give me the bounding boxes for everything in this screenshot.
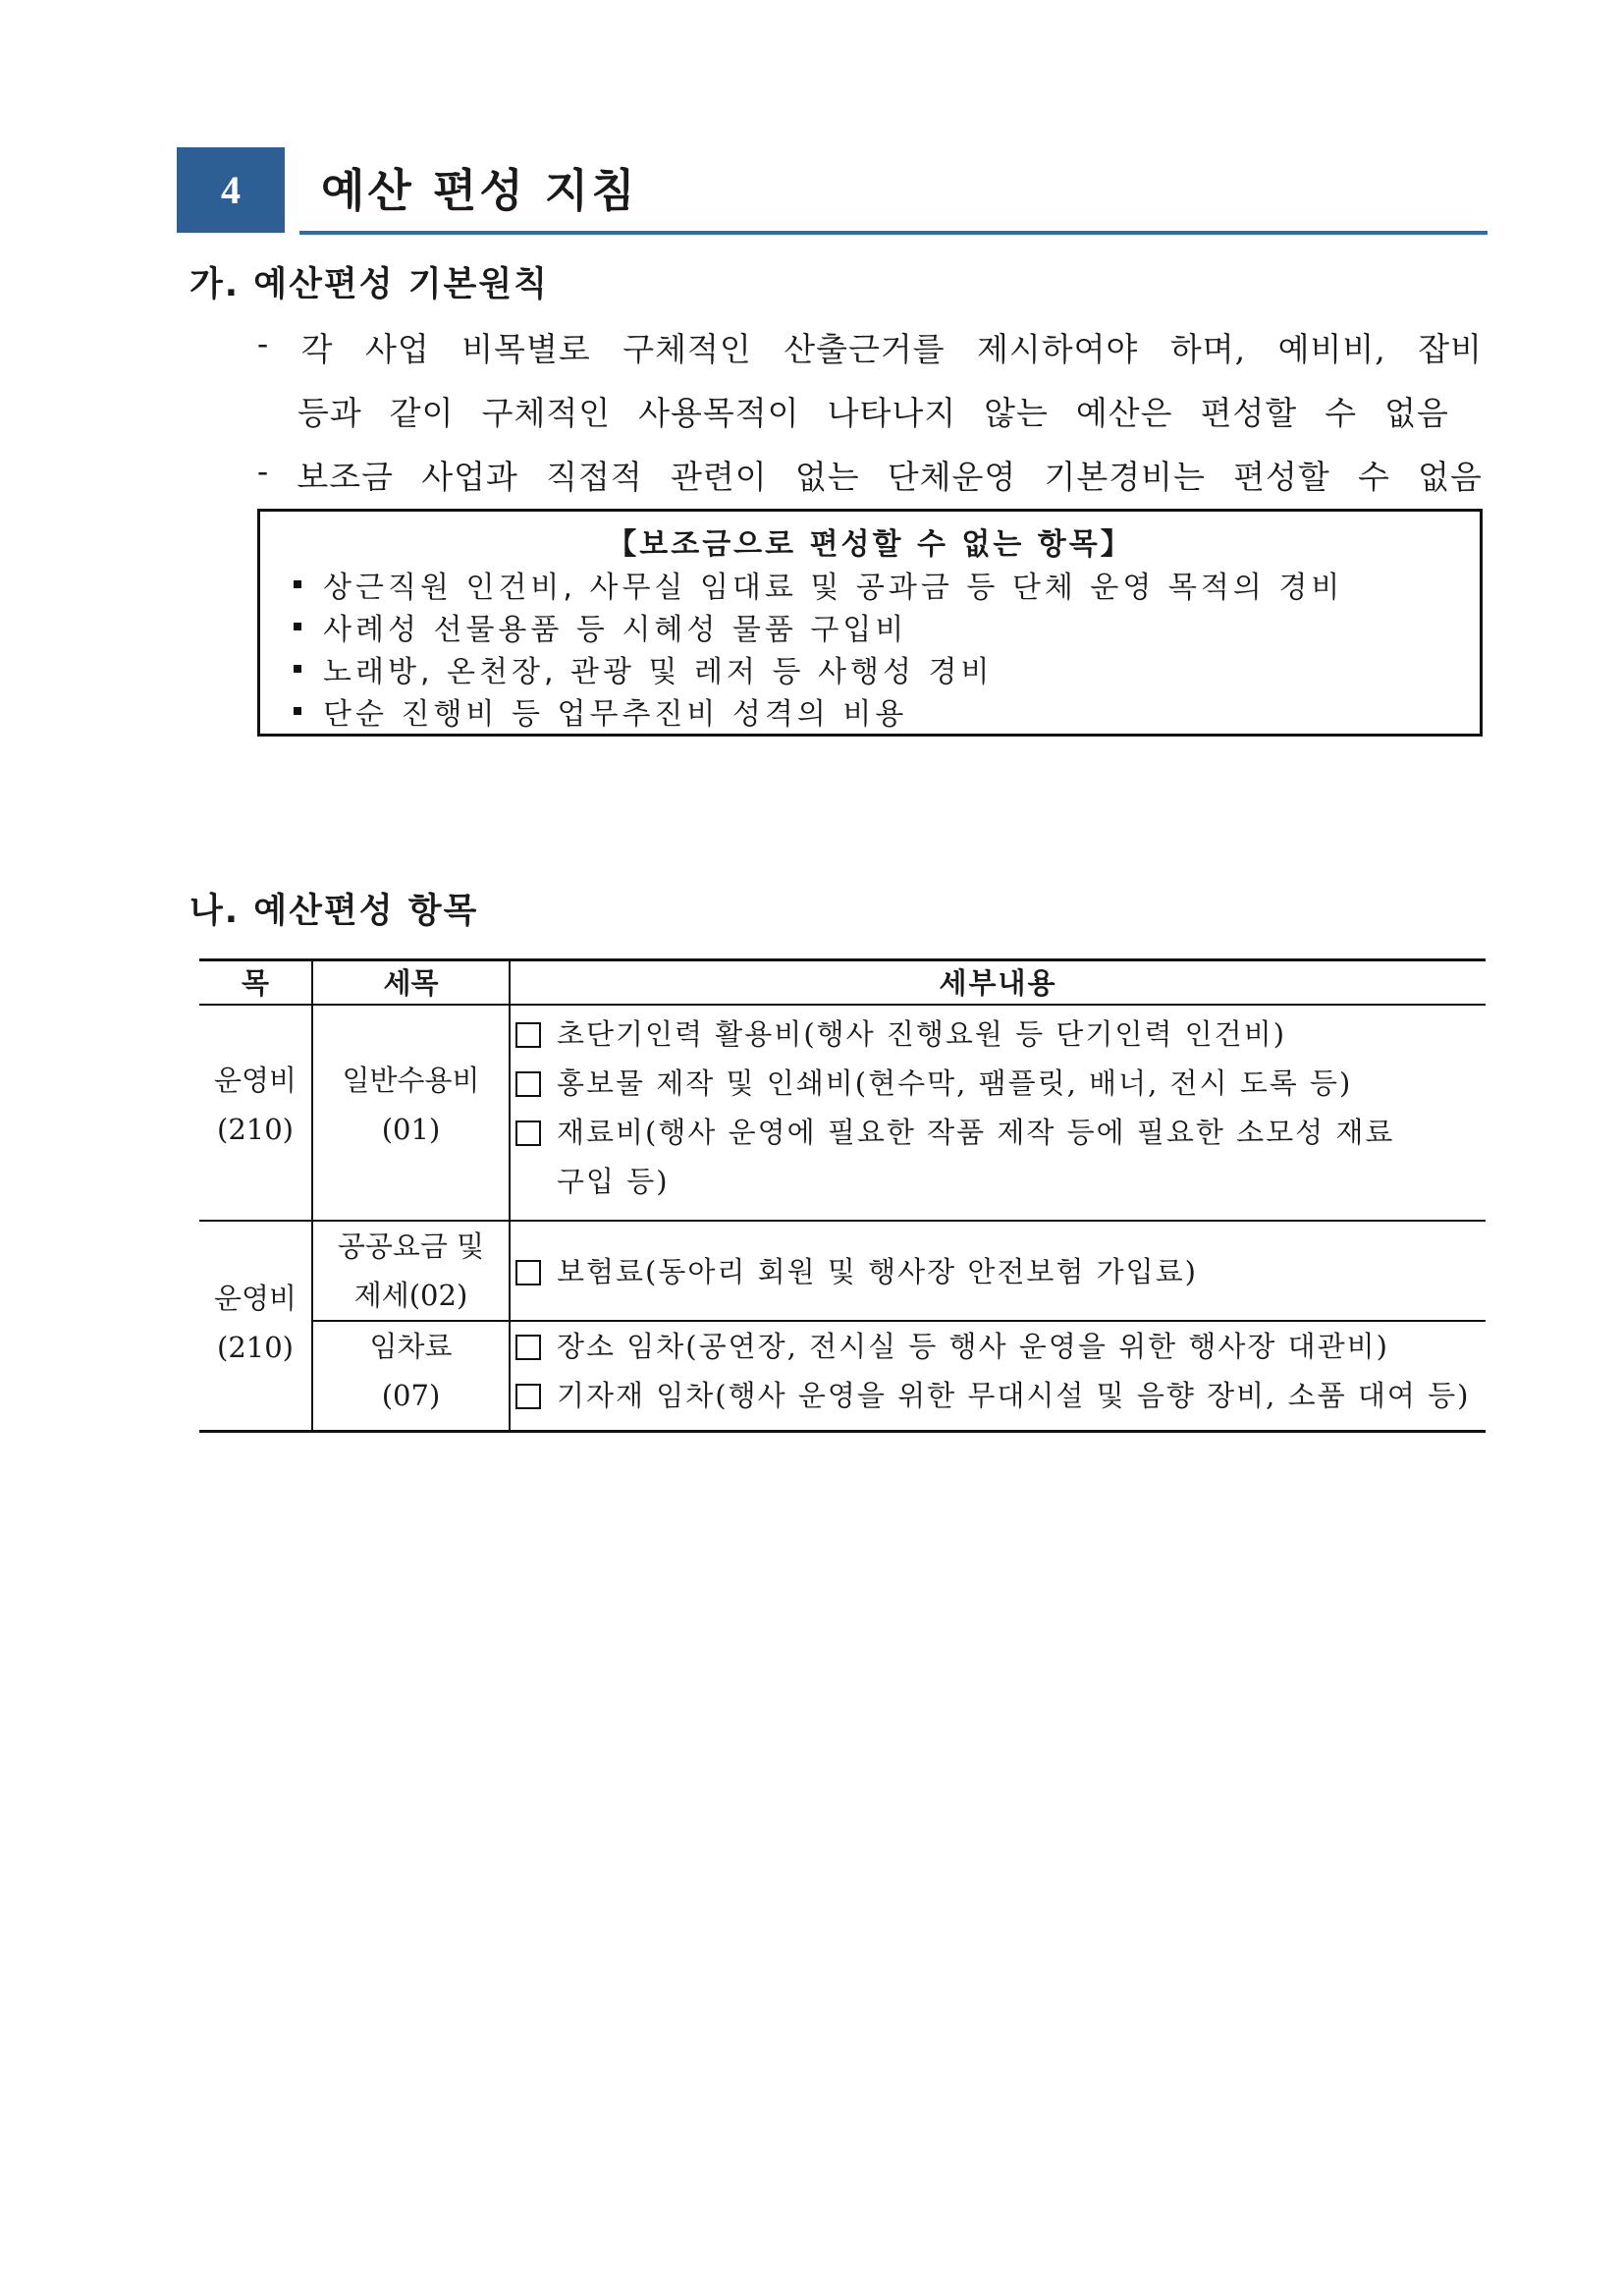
checkbox-icon [515,1022,541,1048]
detail-item-continuation: 구입 등) [557,1165,670,1198]
checkbox-icon [515,1384,541,1409]
column-header-mok: 목 [241,966,269,1000]
excluded-item: 상근직원 인건비, 사무실 임대료 및 공과금 등 단체 운영 목적의 경비 [260,563,1480,605]
subsection-a-heading: 가. 예산편성 기본원칙 [189,265,549,304]
detail-item: 장소 임차(공연장, 전시실 등 행사 운영을 위한 행사장 대관비) [515,1322,1483,1371]
detail-item: 홍보물 제작 및 인쇄비(현수막, 팸플릿, 배너, 전시 도록 등) [515,1059,1483,1108]
semok-cell: 임차료 (07) [369,1330,453,1412]
excluded-item: 사례성 선물용품 등 시혜성 물품 구입비 [260,605,1480,647]
table-bottom-border [199,1430,1486,1433]
principle-line-1-continuation: 등과 같이 구체적인 사용목적이 나타나지 않는 예산은 편성할 수 없음 [298,394,1449,432]
checkbox-icon [515,1121,541,1146]
detail-item: 보험료(동아리 회원 및 행사장 안전보험 가입료) [515,1247,1483,1296]
checkbox-icon [515,1335,541,1360]
checkbox-icon [515,1260,541,1285]
subsection-b-heading: 나. 예산편성 항목 [189,892,479,931]
checkbox-icon [515,1071,541,1097]
detail-cell [515,1010,1483,1206]
principle-line-2: - 보조금 사업과 직접적 관련이 없는 단체운영 기본경비는 편성할 수 없음 [257,452,1483,496]
table-col-divider [509,958,511,1432]
semok-cell: 일반수용비 (01) [342,1064,480,1146]
section-number-badge: 4 [177,147,285,233]
semok-cell: 공공요금 및 제세(02) [337,1230,485,1312]
excluded-item: 단순 진행비 등 업무추진비 성격의 비용 [260,689,1480,732]
column-header-detail: 세부내용 [939,966,1057,1000]
section-title: 예산 편성 지침 [321,164,638,217]
detail-item: 기자재 임차(행사 운영을 위한 무대시설 및 음향 장비, 소품 대여 등) [515,1371,1483,1420]
column-header-semok: 세목 [383,966,439,1000]
detail-item: 재료비(행사 운영에 필요한 작품 제작 등에 필요한 소모성 재료 [515,1108,1483,1157]
mok-cell: 운영비 (210) [213,1064,298,1146]
excluded-item: 노래방, 온천장, 관광 및 레저 등 사행성 경비 [260,647,1480,689]
principle-line-1: - 각 사업 비목별로 구체적인 산출근거를 제시하여야 하며, 예비비, 잡비 [257,324,1483,368]
mok-cell: 운영비 (210) [213,1282,298,1364]
excluded-items-title: 【보조금으로 편성할 수 없는 항목】 [607,527,1133,562]
detail-cell [515,1322,1483,1420]
detail-cell [515,1247,1483,1296]
detail-item: 초단기인력 활용비(행사 진행요원 등 단기인력 인건비) [515,1010,1483,1059]
